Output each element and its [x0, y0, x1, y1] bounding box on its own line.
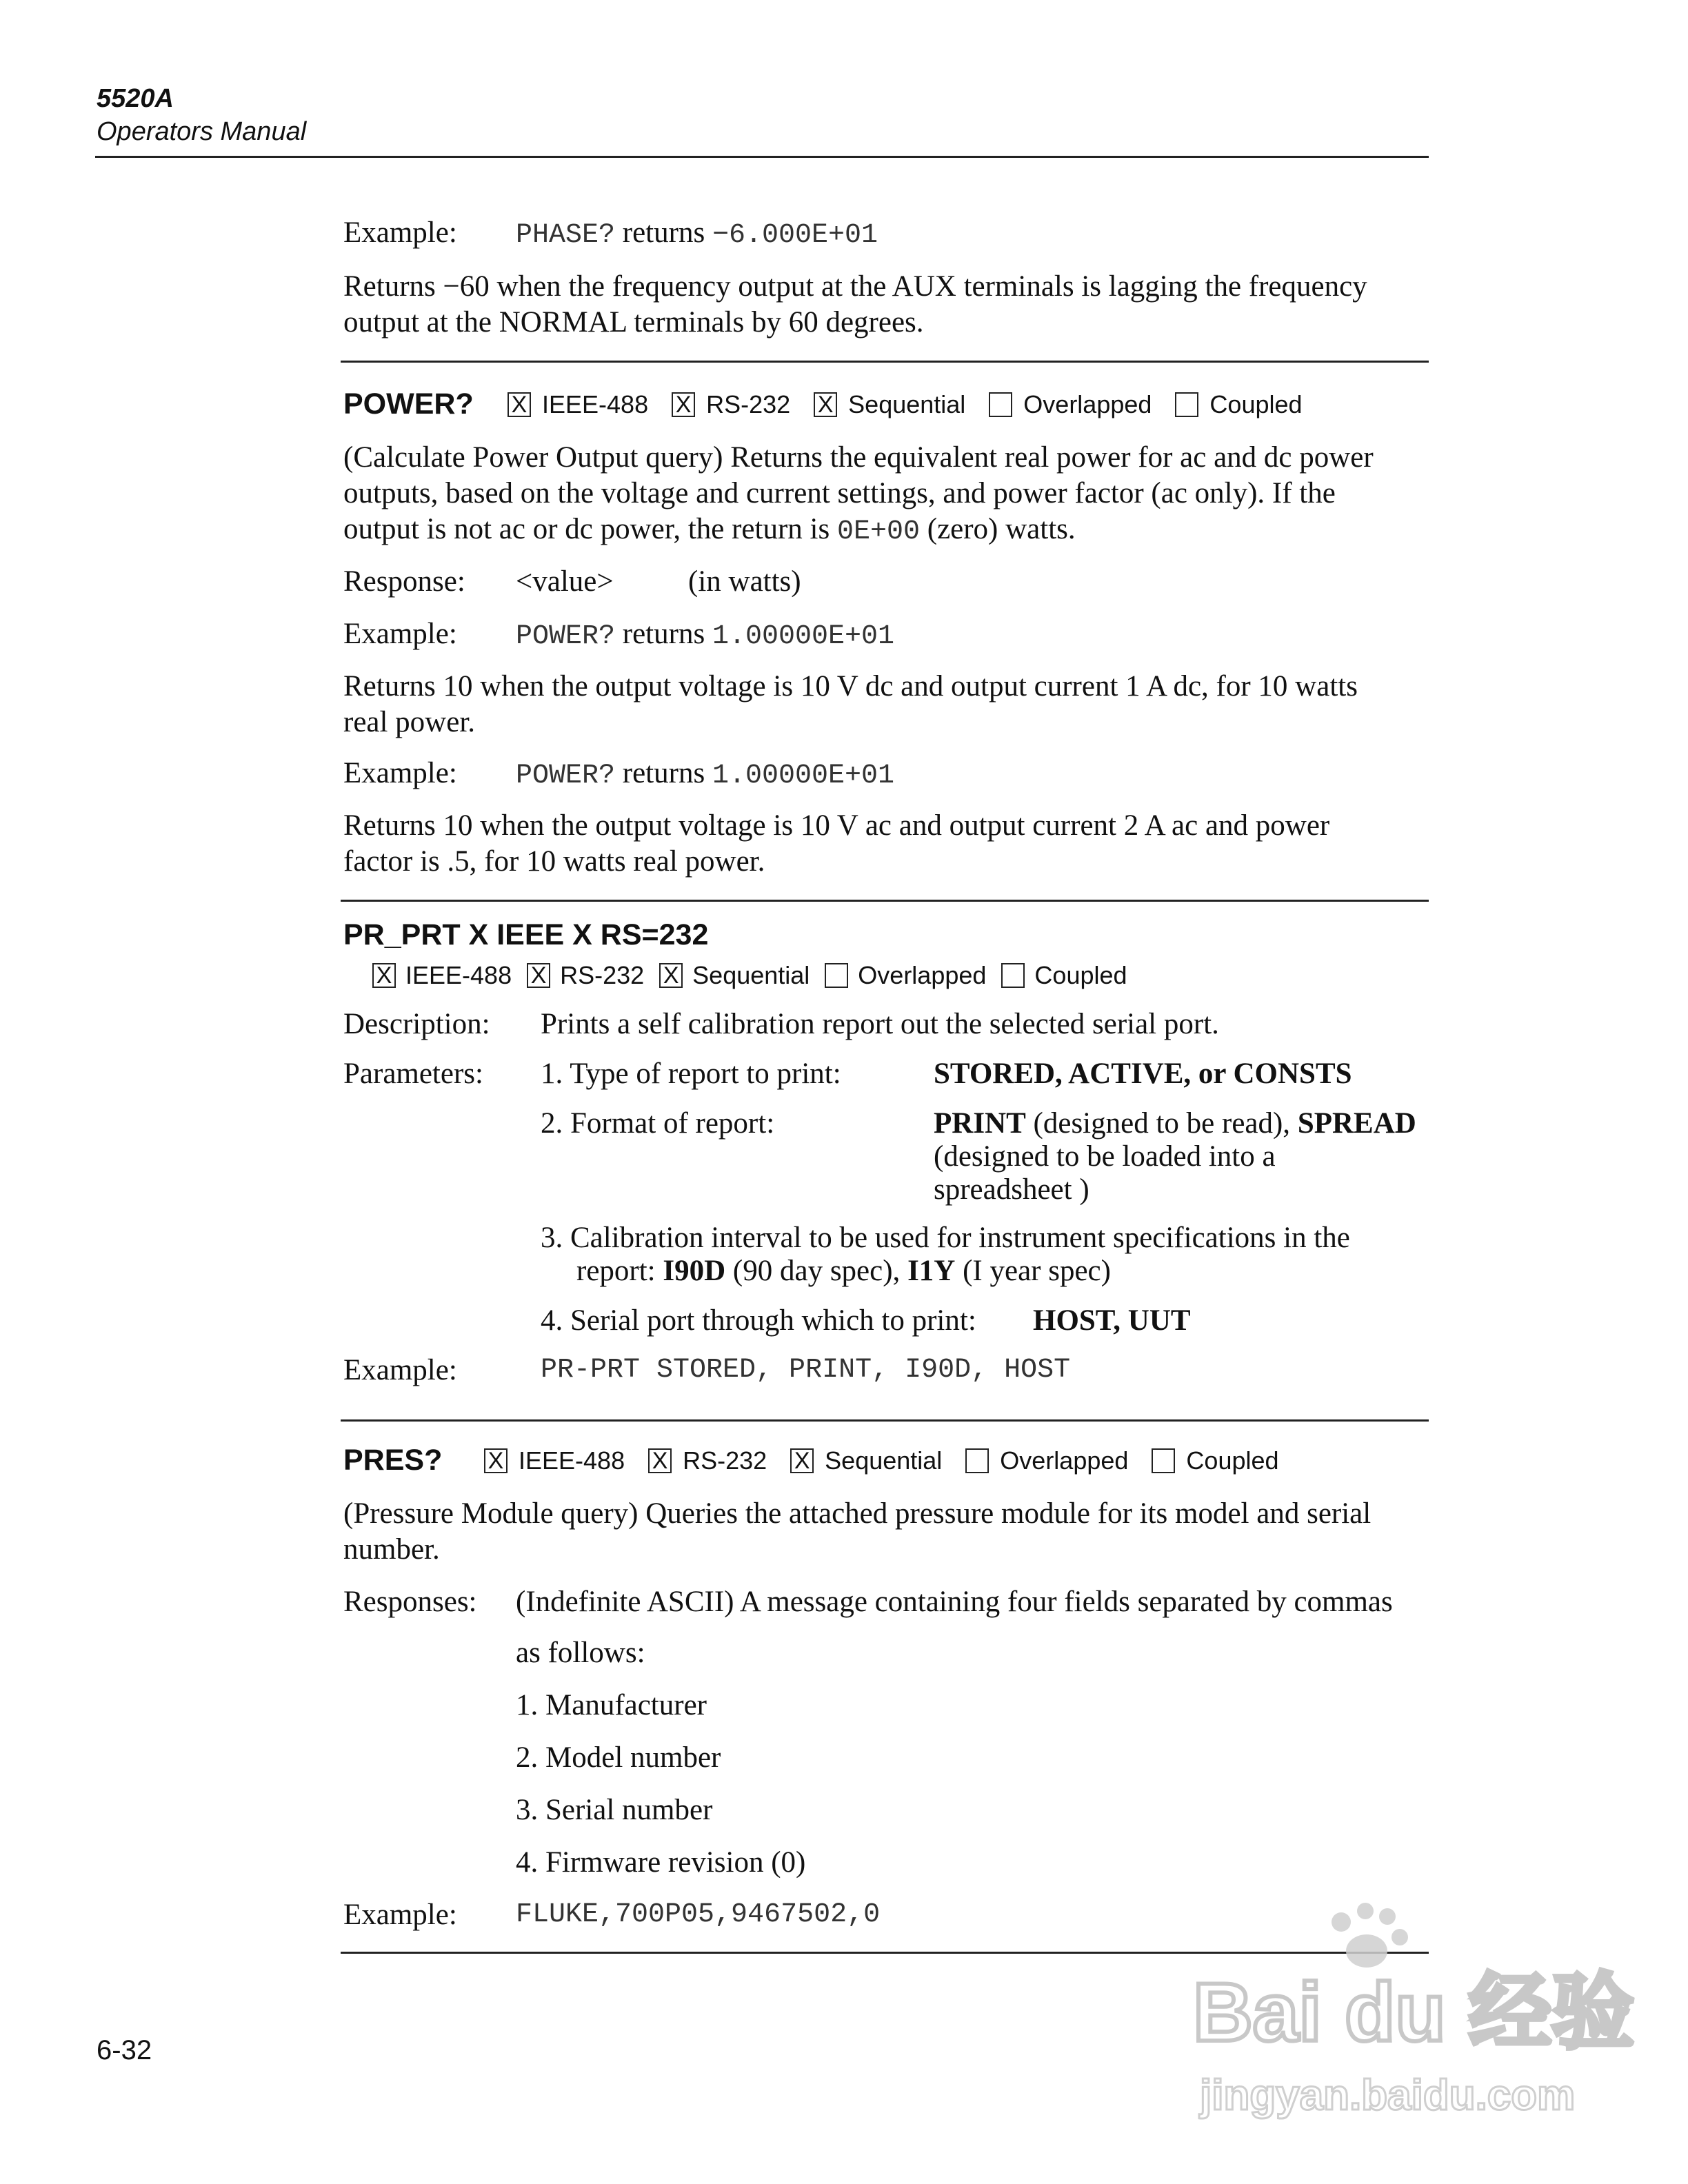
pres-desc-line1: (Pressure Module query) Queries the attached pressure module for its model and serial	[343, 1497, 1372, 1530]
flag-overlapped: Overlapped	[989, 390, 1152, 419]
power-flags	[508, 390, 1326, 419]
unchecked-box-icon	[989, 392, 1012, 417]
flag-ieee488: X IEEE-488	[484, 1446, 625, 1475]
unchecked-box-icon	[825, 963, 848, 988]
watermark-brand: Bai du 经验	[1193, 1966, 1635, 2059]
flag-coupled: Coupled	[1001, 961, 1127, 990]
prprt-command-title: PR_PRT X IEEE X RS=232	[343, 918, 709, 951]
checked-box-icon: X	[372, 963, 396, 988]
power-ex2-text-line1: Returns 10 when the output voltage is 10 V ac and output current 2 A ac and power	[343, 809, 1330, 842]
param1-value: STORED, ACTIVE, or CONSTS	[934, 1058, 1352, 1090]
param2-line3: spreadsheet )	[934, 1173, 1089, 1206]
phase-text-line2: output at the NORMAL terminals by 60 degrees.	[343, 306, 924, 338]
page-number: 6-32	[97, 2035, 152, 2065]
phase-example-cmd: PHASE?	[516, 220, 616, 251]
power-desc-line2: outputs, based on the voltage and current settings, and power factor (ac only). If the	[343, 477, 1336, 509]
checked-box-icon: X	[814, 392, 837, 417]
pres-responses-label: Responses:	[343, 1586, 477, 1618]
unchecked-box-icon	[1175, 392, 1198, 417]
flag-sequential: X Sequential	[659, 961, 810, 990]
phase-text-line1: Returns −60 when the frequency output at the AUX terminals is lagging the frequency	[343, 270, 1367, 303]
unchecked-box-icon	[965, 1448, 989, 1473]
baidu-watermark-logo	[1186, 1903, 1635, 2137]
pres-example-code: FLUKE,700P05,9467502,0	[516, 1899, 881, 1930]
power-example2: POWER? returns 1.00000E+01	[516, 757, 894, 791]
section-rule	[341, 361, 1429, 363]
param4-value: HOST, UUT	[1033, 1304, 1191, 1337]
flag-rs232: X RS-232	[672, 390, 790, 419]
pres-field-1: 1. Manufacturer	[516, 1689, 707, 1721]
power-ex1-text-line2: real power.	[343, 706, 476, 738]
pres-desc-line2: number.	[343, 1533, 440, 1566]
prprt-example-label: Example:	[343, 1354, 457, 1386]
param2-line1: PRINT (designed to be read), SPREAD	[934, 1107, 1416, 1140]
param3-line2: report: I90D (90 day spec), I1Y (I year spec)	[576, 1255, 1111, 1287]
pres-field-2: 2. Model number	[516, 1741, 721, 1774]
pres-field-4: 4. Firmware revision (0)	[516, 1846, 806, 1879]
power-response-unit: (in watts)	[688, 565, 801, 598]
paw-icon	[1332, 1903, 1408, 1968]
phase-example	[516, 215, 878, 254]
zero-code: 0E+00	[836, 516, 920, 547]
pres-flags	[484, 1446, 1303, 1475]
flag-rs232: X RS-232	[648, 1446, 767, 1475]
checked-box-icon: X	[484, 1448, 508, 1473]
flag-coupled: Coupled	[1152, 1446, 1278, 1475]
power-desc-line3: output is not ac or dc power, the return is 0E+00 (zero) watts.	[343, 513, 1076, 547]
checked-box-icon: X	[527, 963, 550, 988]
flag-sequential: X Sequential	[790, 1446, 942, 1475]
unchecked-box-icon	[1152, 1448, 1175, 1473]
manual-title: Operators Manual	[97, 117, 307, 146]
flag-overlapped: Overlapped	[825, 961, 986, 990]
checked-box-icon: X	[648, 1448, 672, 1473]
pres-responses-line1: (Indefinite ASCII) A message containing four fields separated by commas	[516, 1586, 1393, 1618]
power-ex2-text-line2: factor is .5, for 10 watts real power.	[343, 845, 765, 878]
flag-overlapped: Overlapped	[965, 1446, 1128, 1475]
phase-example-label: Example:	[343, 216, 457, 249]
header-rule	[95, 156, 1429, 158]
param3-line1: 3. Calibration interval to be used for instrument specifications in the	[541, 1222, 1350, 1254]
prprt-example-code: PR-PRT STORED, PRINT, I90D, HOST	[541, 1355, 1071, 1386]
section-rule	[341, 1419, 1429, 1422]
flag-ieee488: X IEEE-488	[372, 961, 512, 990]
checked-box-icon: X	[659, 963, 683, 988]
phase-example-value: −6.000E+01	[712, 220, 878, 251]
returns-word: returns	[622, 216, 705, 249]
power-response-label: Response:	[343, 565, 465, 598]
prprt-parameters-label: Parameters:	[343, 1058, 483, 1090]
power-response-value: <value>	[516, 565, 614, 598]
power-command-title: POWER?	[343, 387, 474, 421]
pres-field-3: 3. Serial number	[516, 1794, 713, 1826]
param2-line2: (designed to be loaded into a	[934, 1140, 1276, 1173]
checked-box-icon: X	[508, 392, 531, 417]
flag-ieee488: X IEEE-488	[508, 390, 648, 419]
param2-label: 2. Format of report:	[541, 1107, 775, 1140]
pres-responses-line2: as follows:	[516, 1637, 645, 1669]
checked-box-icon: X	[672, 392, 695, 417]
power-example1: POWER? returns 1.00000E+01	[516, 618, 894, 652]
power-example2-label: Example:	[343, 757, 457, 789]
manual-model: 5520A	[97, 84, 174, 113]
pres-example-label: Example:	[343, 1899, 457, 1931]
flag-rs232: X RS-232	[527, 961, 644, 990]
pres-command-title: PRES?	[343, 1444, 443, 1477]
prprt-description: Prints a self calibration report out the selected serial port.	[541, 1008, 1219, 1040]
watermark-url: jingyan.baidu.com	[1200, 2072, 1576, 2119]
section-rule	[341, 900, 1429, 902]
param1-label: 1. Type of report to print:	[541, 1058, 841, 1090]
unchecked-box-icon	[1001, 963, 1025, 988]
prprt-flags	[372, 961, 1151, 990]
power-ex1-text-line1: Returns 10 when the output voltage is 10 V dc and output current 1 A dc, for 10 watts	[343, 670, 1358, 702]
param4-label: 4. Serial port through which to print:	[541, 1304, 976, 1337]
power-example1-label: Example:	[343, 618, 457, 650]
flag-coupled: Coupled	[1175, 390, 1302, 419]
checked-box-icon: X	[790, 1448, 814, 1473]
power-desc-line1: (Calculate Power Output query) Returns the equivalent real power for ac and dc power	[343, 441, 1374, 474]
prprt-description-label: Description:	[343, 1008, 490, 1040]
flag-sequential: X Sequential	[814, 390, 965, 419]
